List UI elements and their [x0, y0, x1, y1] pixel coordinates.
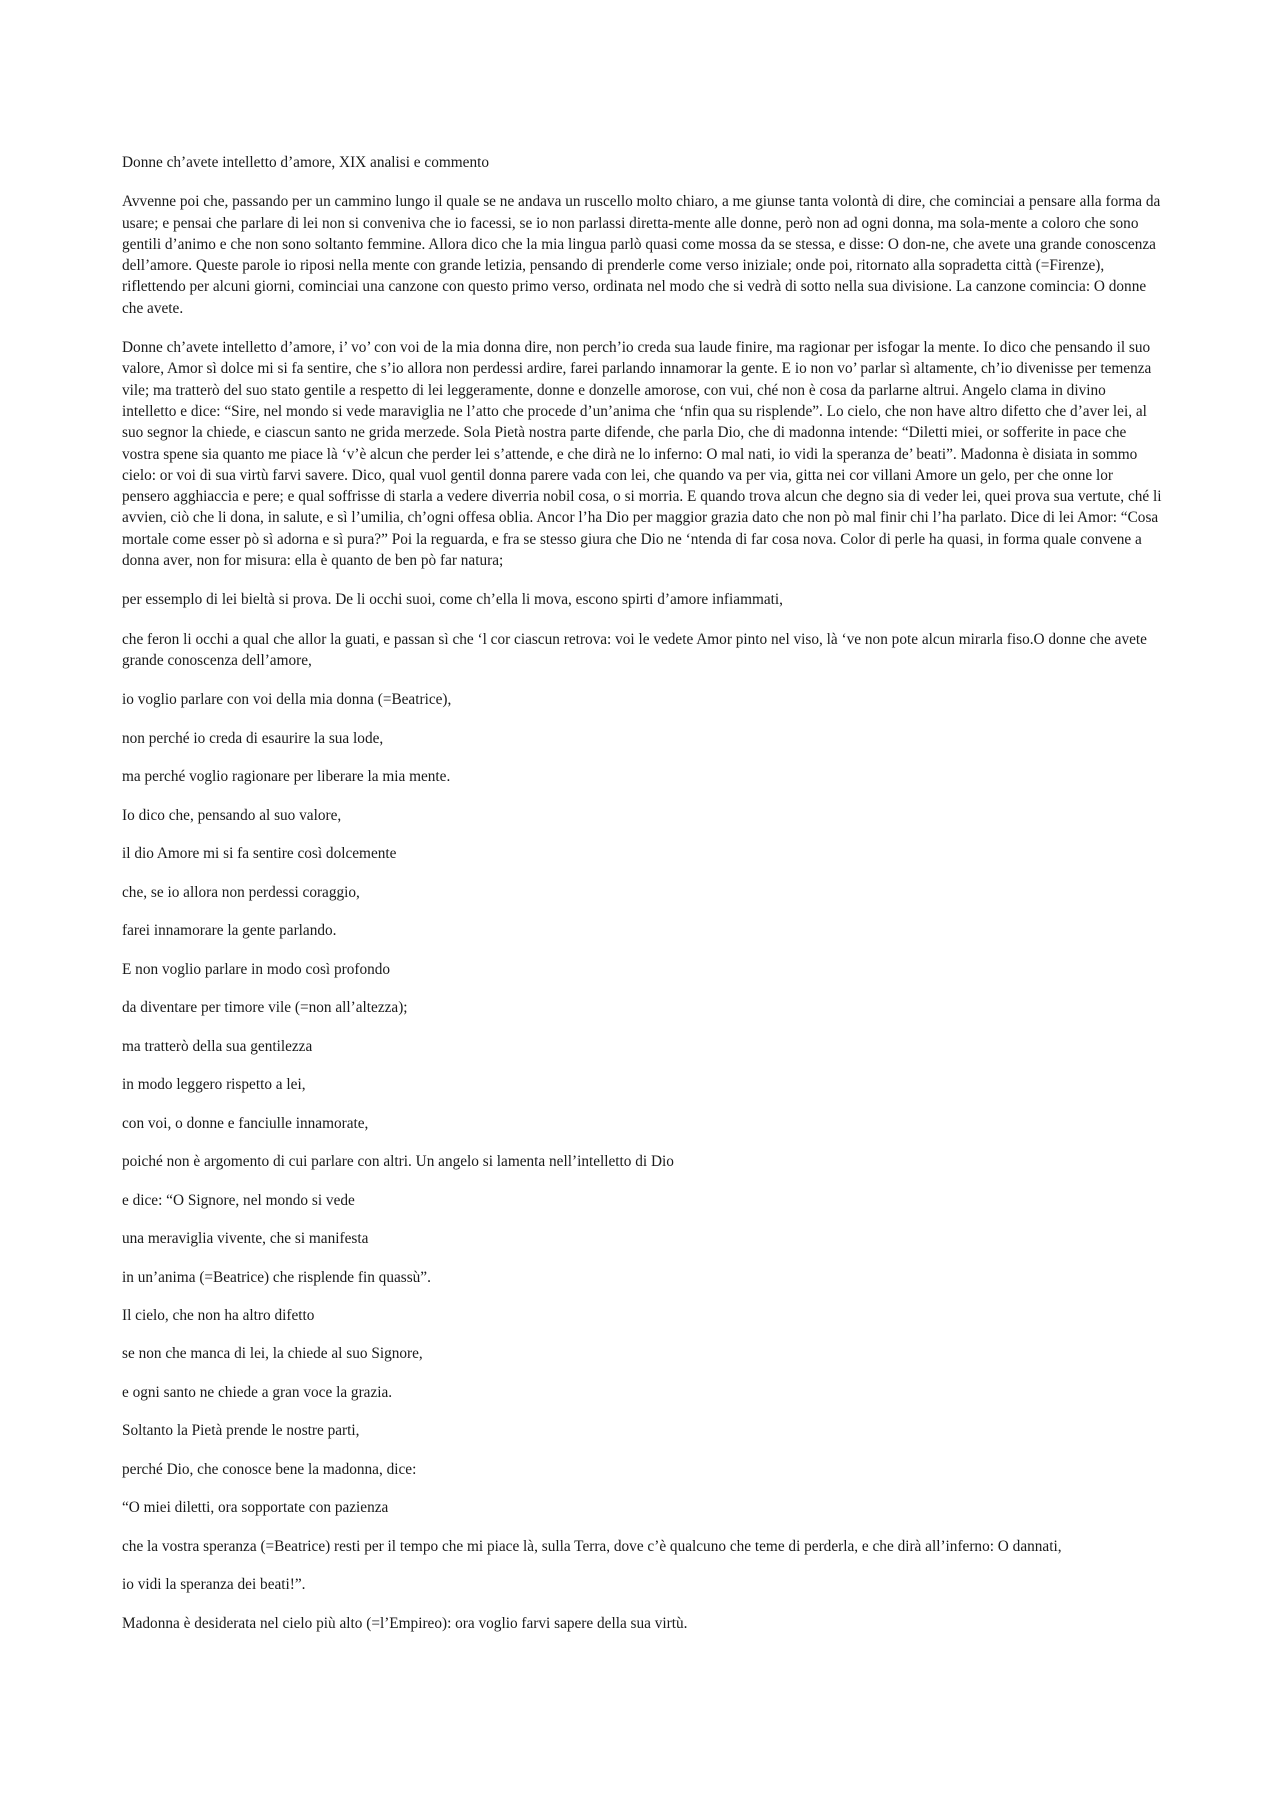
- paraphrase-line: una meraviglia vivente, che si manifesta: [122, 1230, 369, 1248]
- paraphrase-line: se non che manca di lei, la chiede al suo Signore,: [122, 1345, 423, 1363]
- paraphrase-line: “O miei diletti, ora sopportate con pazienza: [122, 1499, 389, 1517]
- paraphrase-line: Il cielo, che non ha altro difetto: [122, 1306, 315, 1324]
- document-page: [122, 152, 1162, 1651]
- paraphrase-line: poiché non è argomento di cui parlare con altri. Un angelo si lamenta nell’intelletto di Dio: [122, 1153, 674, 1171]
- paraphrase-line: perché Dio, che conosce bene la madonna, dice:: [122, 1460, 417, 1478]
- paraphrase-line: con voi, o donne e fanciulle innamorate,: [122, 1114, 369, 1132]
- paraphrase-line: ma perché voglio ragionare per liberare la mia mente.: [122, 768, 451, 786]
- paraphrase-line: che la vostra speranza (=Beatrice) resti per il tempo che mi piace là, sulla Terra, dove c’è qualcuno che teme di perderla, e che dirà all’inferno: O dannati,: [122, 1537, 1062, 1555]
- paraphrase-line: Madonna è desiderata nel cielo più alto (=l’Empireo): ora voglio farvi sapere della sua virtù.: [122, 1614, 688, 1632]
- paragraph-canzone-text: Donne ch’avete intelletto d’amore, i’ vo’ con voi de la mia donna dire, non perch’io creda sua laude finire, ma ragionar per isfogar la mente. Io dico che pensando il suo valore, Amor sì dolce mi si fa sentire, che s’io allora non perdessi ardire, farei parlando innamorar la gente. E io non vo’ parlar sì altamente, ch’io divenisse per temenza vile; ma tratterò del suo stato gentile a respetto di lei leggeramente, donne e donzelle amorose, con vui, ché non è cosa da parlarne altrui. Angelo clama in divino intelletto e dice: “Sire, nel mondo si vede maraviglia ne l’atto che procede d’un’anima che ‘nfin qua su risplende”. Lo cielo, che non have altro difetto che d’aver lei, al suo segnor la chiede, e ciascun santo ne grida merzede. Sola Pietà nostra parte difende, che parla Dio, che di madonna intende: “Diletti miei, or sofferite in pace che vostra spene sia quanto me piace là ‘v’è alcun che perder lei s’attende, e che dirà ne lo inferno: O mal nati, io vidi la speranza de’ beati”. Madonna è disiata in sommo cielo: or voi di sua virtù farvi savere. Dico, qual vuol gentil donna parere vada con lei, che quando va per via, gitta nei cor villani Amore un gelo, per che onne lor pensero agghiaccia e pere; e qual soffrisse di starla a vedere diverria nobil cosa, o si morria. E quando trova alcun che degno sia di veder lei, quei prova sua vertute, ché li avvien, ciò che li dona, in salute, e sì l’umilia, ch’ogni offesa oblia. Ancor l’ha Dio per maggior grazia dato che non pò mal finir chi l’ha parlato. Dice di lei Amor: “Cosa mortale come esser pò sì adorna e sì pura?” Poi la reguarda, e fra se stesso giura che Dio ne ‘ntenda di far cosa nova. Color di perle ha quasi, in forma quale convene a donna aver, non for misura: ella è quanto de ben pò far natura;: [122, 339, 1162, 570]
- paraphrase-line: io voglio parlare con voi della mia donna (=Beatrice),: [122, 691, 452, 709]
- paragraph-canzone-continued: per essemplo di lei bieltà si prova. De li occhi suoi, come ch’ella li mova, escono spirti d’amore infiammati,: [122, 591, 783, 609]
- paraphrase-line: io vidi la speranza dei beati!”.: [122, 1576, 306, 1594]
- paraphrase-line: in modo leggero rispetto a lei,: [122, 1076, 306, 1094]
- paragraph-canzone-end-paraphrase-start: che feron li occhi a qual che allor la guati, e passan sì che ‘l cor ciascun retrova: voi le vedete Amor pinto nel viso, là ‘ve non pote alcun mirarla fiso.O donne che avete grande conoscenza dell’amore,: [122, 630, 1147, 669]
- paraphrase-line: il dio Amore mi si fa sentire così dolcemente: [122, 845, 397, 863]
- paraphrase-line: non perché io creda di esaurire la sua lode,: [122, 729, 384, 747]
- paraphrase-line: Io dico che, pensando al suo valore,: [122, 806, 342, 824]
- paraphrase-line: e dice: “O Signore, nel mondo si vede: [122, 1191, 355, 1209]
- paraphrase-line: e ogni santo ne chiede a gran voce la grazia.: [122, 1383, 393, 1401]
- paraphrase-line: ma tratterò della sua gentilezza: [122, 1037, 313, 1055]
- paraphrase-line: che, se io allora non perdessi coraggio,: [122, 883, 360, 901]
- paraphrase-line: E non voglio parlare in modo così profondo: [122, 960, 391, 978]
- paragraph-prose-intro: Avvenne poi che, passando per un cammino lungo il quale se ne andava un ruscello molto chiaro, a me giunse tanta volontà di dire, che cominciai a pensare alla forma da usare; e pensai che parlare di lei non si conveniva che io facessi, se io non parlassi diretta-mente alle donne, però non ad ogni donna, ma sola-mente a coloro che sono gentili d’animo e che non sono soltanto femmine. Allora dico che la mia lingua parlò quasi come mossa da se stessa, e disse: O don-ne, che avete una grande conoscenza dell’amore. Queste parole io riposi nella mente con grande letizia, pensando di prenderle come verso iniziale; onde poi, ritornato alla sopradetta città (=Firenze), riflettendo per alcuni giorni, cominciai una canzone con questo primo verso, ordinata nel modo che si vedrà di sotto nella sua divisione. La canzone comincia: O donne che avete.: [122, 193, 1161, 317]
- paraphrase-line: farei innamorare la gente parlando.: [122, 922, 337, 940]
- paraphrase-line: in un’anima (=Beatrice) che risplende fin quassù”.: [122, 1268, 431, 1286]
- paraphrase-line: Soltanto la Pietà prende le nostre parti,: [122, 1422, 360, 1440]
- document-title: Donne ch’avete intelletto d’amore, XIX analisi e commento: [122, 154, 489, 171]
- paraphrase-line: da diventare per timore vile (=non all’altezza);: [122, 999, 408, 1017]
